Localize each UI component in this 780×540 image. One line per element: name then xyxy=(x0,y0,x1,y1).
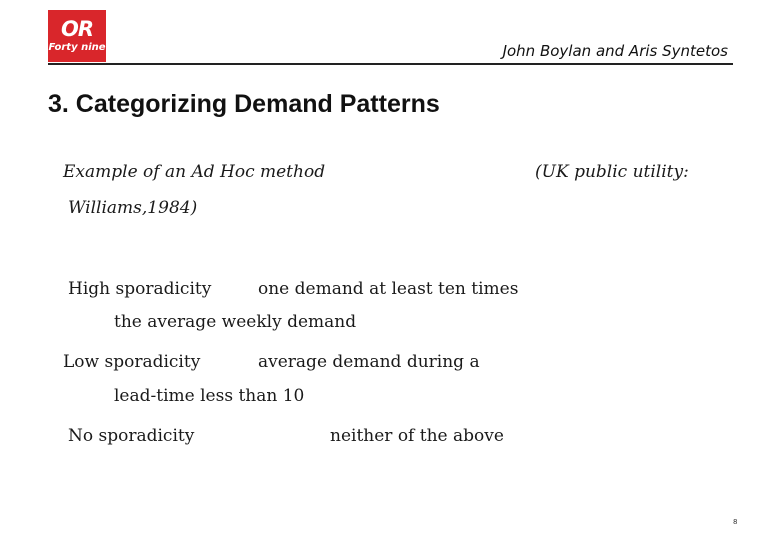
logo-text: OR xyxy=(60,17,94,41)
or-logo xyxy=(48,10,106,62)
intro-line-1: Example of an Ad Hoc method xyxy=(63,162,326,182)
rule-low-desc-1: average demand during a xyxy=(258,352,480,372)
logo-subtext: Forty nine xyxy=(48,42,106,53)
slide-title: 3. Categorizing Demand Patterns xyxy=(48,90,440,118)
rule-high-desc-2: the average weekly demand xyxy=(114,312,357,332)
page-number: 8 xyxy=(733,518,738,526)
rule-high-desc-1: one demand at least ten times xyxy=(258,279,519,299)
intro-line-2: Williams,1984) xyxy=(68,198,198,218)
rule-none-label: No sporadicity xyxy=(68,426,195,446)
rule-high-label: High sporadicity xyxy=(68,279,212,299)
header-authors: John Boylan and Aris Syntetos xyxy=(502,42,728,60)
header-divider xyxy=(48,63,733,65)
intro-source: (UK public utility: xyxy=(535,162,689,182)
rule-none-desc-1: neither of the above xyxy=(330,426,504,446)
rule-low-label: Low sporadicity xyxy=(63,352,201,372)
rule-low-desc-2: lead-time less than 10 xyxy=(114,386,305,406)
